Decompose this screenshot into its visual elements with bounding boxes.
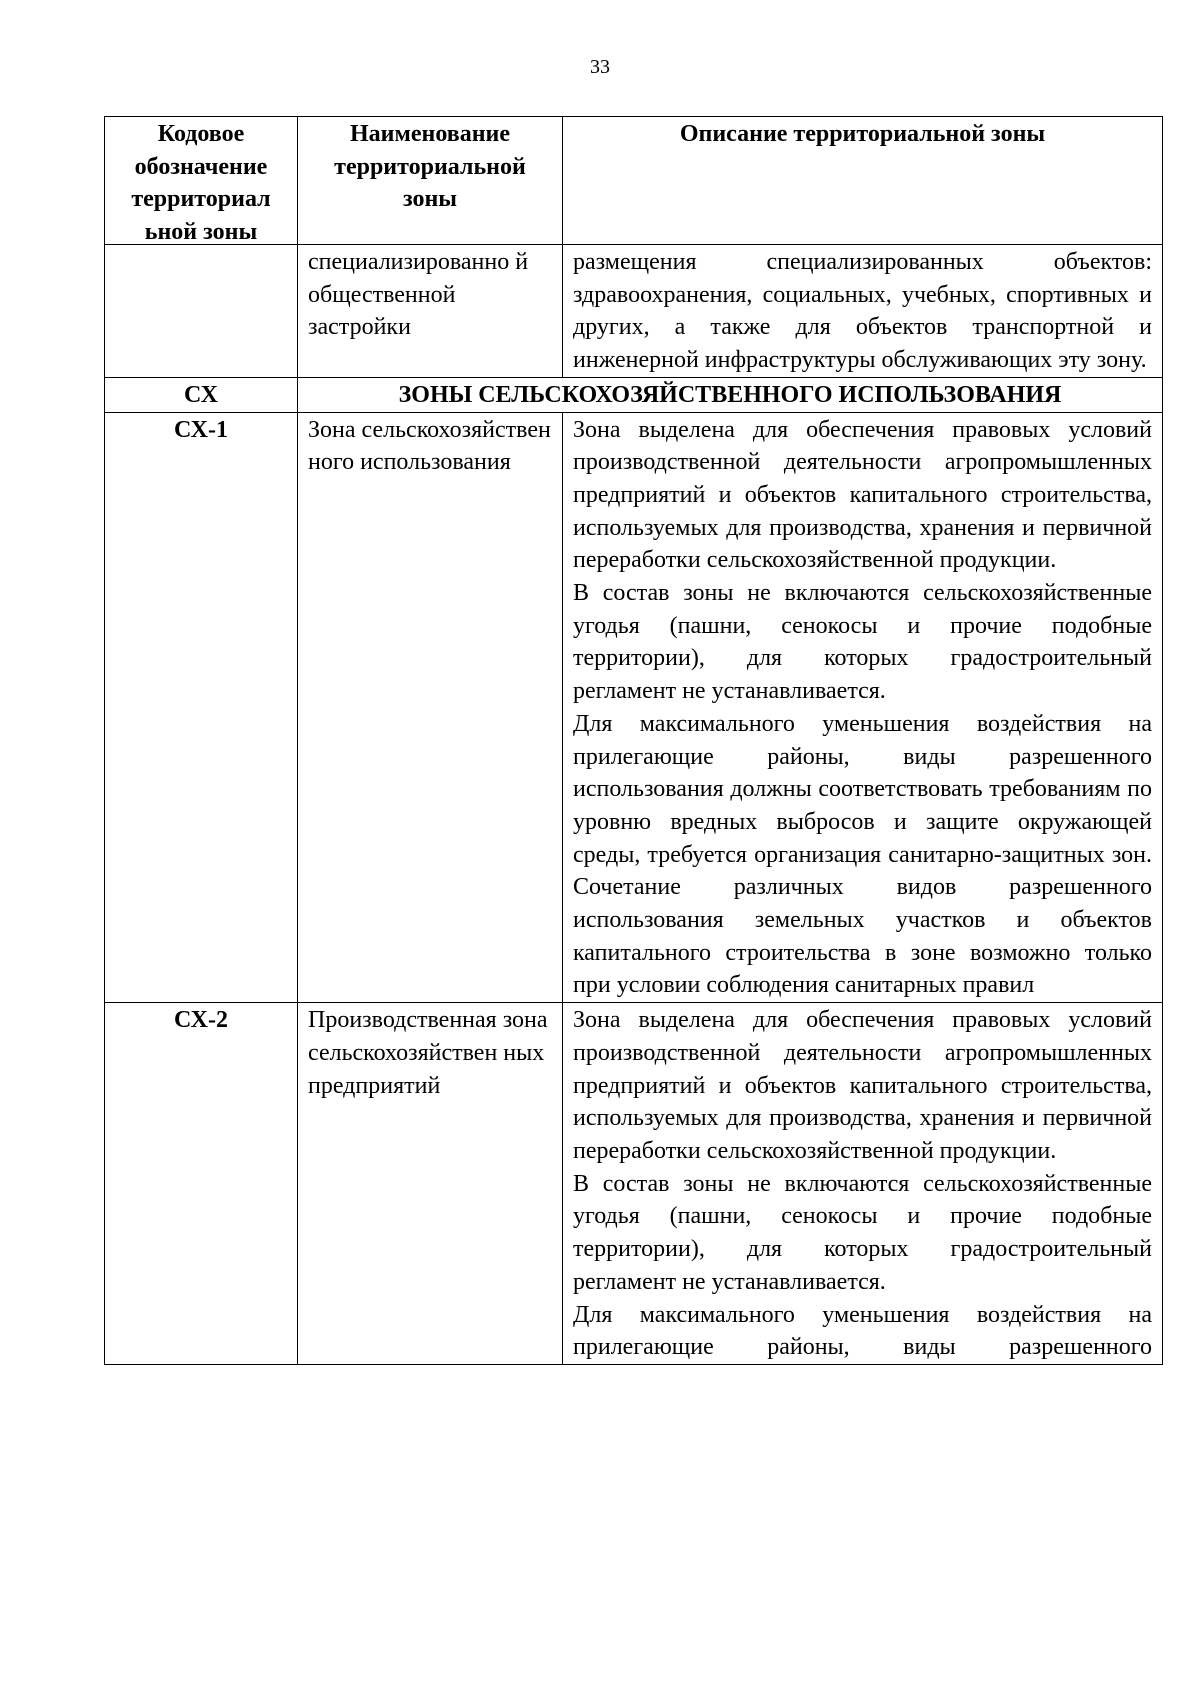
zone-name: специализированно й общественной застройки — [298, 245, 563, 378]
group-title: ЗОНЫ СЕЛЬСКОХОЗЯЙСТВЕННОГО ИСПОЛЬЗОВАНИЯ — [298, 377, 1163, 412]
description-paragraph: В состав зоны не включаются сельскохозяйственные угодья (пашни, сенокосы и прочие подобные территории), для которых градостроительный регламент не устанавливается. — [573, 580, 1152, 705]
zone-name: Зона сельскохозяйствен ного использования — [298, 412, 563, 1003]
zone-code: СХ-2 — [105, 1003, 298, 1365]
description-paragraph: В состав зоны не включаются сельскохозяйственные угодья (пашни, сенокосы и прочие подобные территории), для которых градостроительный регламент не устанавливается. — [573, 1170, 1152, 1295]
zone-code — [105, 245, 298, 378]
header-code: Кодовое обозначение территориал ьной зоны — [105, 117, 298, 245]
description-paragraph: Зона выделена для обеспечения правовых условий производственной деятельности агропромышленных предприятий и объектов капитального строительства, используемых для производства, хранения и первичной переработки сельскохозяйственной продукции. — [573, 416, 1152, 574]
description-paragraph: Для максимального уменьшения воздействия на прилегающие районы, виды разрешенного — [573, 1301, 1152, 1361]
group-code: СХ — [105, 377, 298, 412]
zone-code: СХ-1 — [105, 412, 298, 1003]
description-paragraph: размещения специализированных объектов: здравоохранения, социальных, учебных, спортивных и других, а также для объектов транспортной и инженерной инфраструктуры обслуживающих эту зону. — [573, 249, 1152, 374]
zones-table — [104, 116, 1163, 1365]
description-paragraph: Для максимального уменьшения воздействия на прилегающие районы, виды разрешенного использования должны соответствовать требованиям по уровню вредных выбросов и защите окружающей среды, требуется организация санитарно-защитных зон. Сочетание различных видов разрешенного использования земельных участков и объектов капитального строительства в зоне возможно только при условии соблюдения санитарных правил — [573, 710, 1152, 999]
page-number: 33 — [590, 56, 610, 78]
zone-name: Производственная зона сельскохозяйствен ных предприятий — [298, 1003, 563, 1365]
header-description: Описание территориальной зоны — [563, 117, 1163, 245]
description-paragraph: Зона выделена для обеспечения правовых условий производственной деятельности агропромышленных предприятий и объектов капитального строительства, используемых для производства, хранения и первичной переработки сельскохозяйственной продукции. — [573, 1007, 1152, 1164]
zone-description — [563, 1003, 1163, 1365]
table-row — [105, 412, 1163, 1003]
group-row — [105, 377, 1163, 412]
table-header-row — [105, 117, 1163, 245]
table-row — [105, 1003, 1163, 1365]
table-row — [105, 245, 1163, 378]
header-name: Наименование территориальной зоны — [298, 117, 563, 245]
zone-description — [563, 245, 1163, 378]
zone-description — [563, 412, 1163, 1003]
